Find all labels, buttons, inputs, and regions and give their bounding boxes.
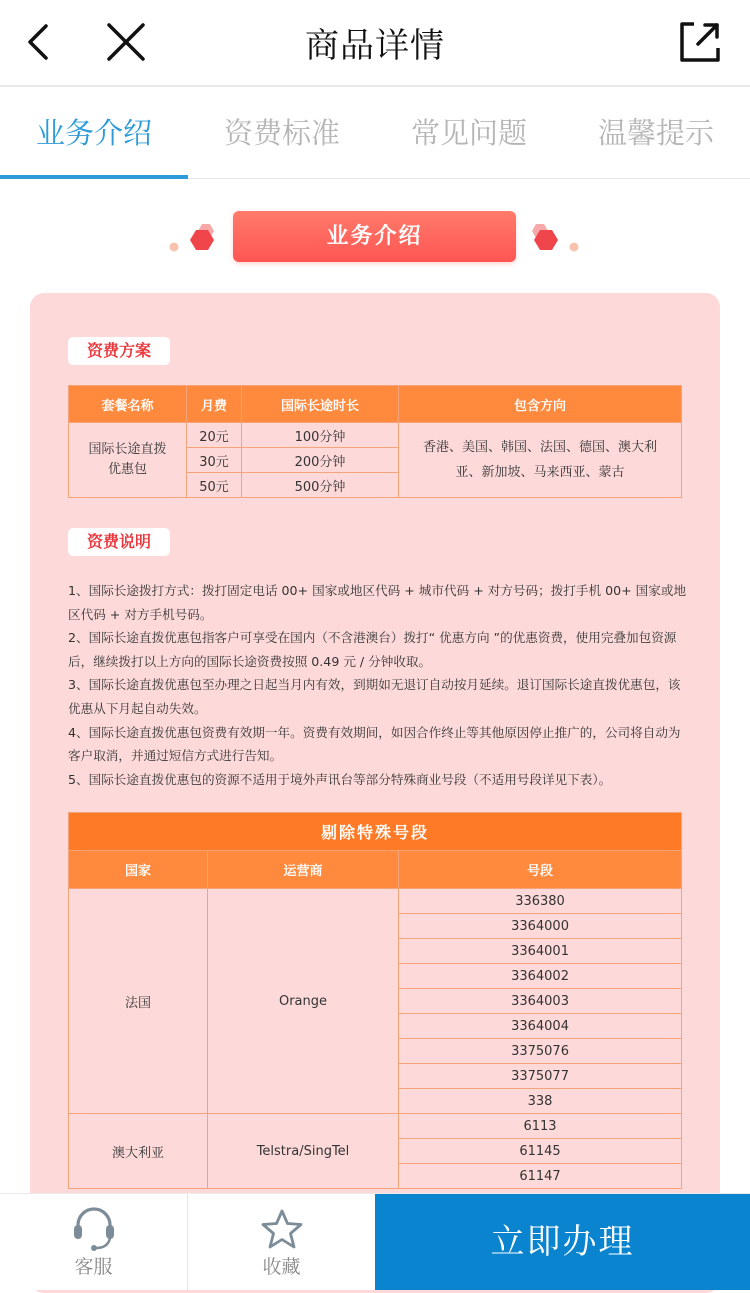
col-header-duration: 国际长途时长 — [242, 386, 399, 423]
carrier-cell: Telstra/SingTel — [208, 1114, 399, 1189]
number-cell: 6113 — [399, 1114, 682, 1139]
customer-service-button[interactable] — [0, 1194, 187, 1290]
carrier-cell: Orange — [208, 889, 399, 1114]
country-cell: 法国 — [69, 889, 208, 1114]
note-item: 5、国际长途直拨优惠包的资源不适用于境外声讯台等部分特殊商业号段（不适用号段详见下表）。 — [68, 771, 612, 787]
col-header-directions: 包含方向 — [399, 386, 682, 423]
apply-now-button[interactable]: 立即办理 — [375, 1194, 750, 1290]
number-cell: 3364004 — [399, 1014, 682, 1039]
table-row — [69, 423, 682, 448]
note-item: 1、国际长途拨打方式：拨打固定电话 00+ 国家或地区代码 + 城市代码 + 对方号码；拨打手机 00+ 国家或地区代码 + 对方手机号码。 — [68, 583, 687, 622]
fee-cell: 20元 — [187, 423, 242, 448]
tab-faq[interactable]: 常见问题 — [410, 116, 527, 150]
page-title: 商品详情 — [305, 26, 445, 66]
table-row — [69, 1114, 682, 1139]
active-tab-indicator — [0, 175, 188, 179]
tab-fee-standard[interactable]: 资费标准 — [223, 116, 340, 150]
number-cell: 3364003 — [399, 989, 682, 1014]
share-external-icon — [678, 20, 722, 64]
hexagon-decoration-right — [528, 222, 584, 256]
number-cell: 3364002 — [399, 964, 682, 989]
col-header-carrier: 运营商 — [208, 851, 399, 889]
number-cell: 3364001 — [399, 939, 682, 964]
hexagon-decoration-left — [166, 222, 222, 256]
number-cell: 336380 — [399, 889, 682, 914]
excluded-numbers-table — [68, 812, 682, 1189]
note-item: 4、国际长途直拨优惠包资费有效期一年。资费有效期间，如因合作终止等其他原因停止推广的，公司将自动为客户取消，并通过短信方式进行告知。 — [68, 724, 681, 764]
tab-tips[interactable]: 温馨提示 — [597, 116, 714, 150]
directions-cell: 香港、美国、韩国、法国、德国、澳大利亚、新加坡、马来西亚、蒙古 — [399, 423, 682, 498]
note-item: 3、国际长途直拨优惠包至办理之日起当月内有效，到期如无退订自动按月延续。退订国际长途直拨优惠包，该优惠从下月起自动失效。 — [68, 677, 681, 716]
share-button[interactable] — [678, 20, 722, 64]
number-cell: 61145 — [399, 1139, 682, 1164]
headset-icon — [72, 1206, 116, 1252]
favorite-button[interactable] — [188, 1194, 375, 1290]
country-cell: 澳大利亚 — [69, 1114, 208, 1189]
col-header-plan-name: 套餐名称 — [69, 386, 187, 423]
section-title-badge: 业务介绍 — [233, 211, 516, 262]
fee-cell: 30元 — [187, 448, 242, 473]
fee-notes — [68, 579, 688, 791]
duration-cell: 500分钟 — [242, 473, 399, 498]
plan-name: 国际长途直拨优惠包 — [69, 423, 187, 498]
duration-cell: 200分钟 — [242, 448, 399, 473]
number-cell: 3364000 — [399, 914, 682, 939]
tab-bar — [0, 88, 750, 179]
top-nav-bar — [0, 0, 750, 87]
col-header-country: 国家 — [69, 851, 208, 889]
number-cell: 61147 — [399, 1164, 682, 1189]
duration-cell: 100分钟 — [242, 423, 399, 448]
table-row — [69, 889, 682, 914]
fee-cell: 50元 — [187, 473, 242, 498]
tab-business-intro[interactable]: 业务介绍 — [35, 116, 152, 150]
col-header-number: 号段 — [399, 851, 682, 889]
number-cell: 338 — [399, 1089, 682, 1114]
excluded-table-title: 剔除特殊号段 — [69, 813, 682, 851]
chip-fee-plan: 资费方案 — [68, 337, 170, 365]
star-icon — [260, 1208, 304, 1250]
number-cell: 3375076 — [399, 1039, 682, 1064]
chip-fee-notes: 资费说明 — [68, 528, 170, 556]
customer-service-label: 客服 — [74, 1256, 113, 1278]
fee-plan-table — [68, 385, 682, 498]
bottom-action-bar — [0, 1193, 750, 1290]
number-cell: 3375077 — [399, 1064, 682, 1089]
col-header-monthly-fee: 月费 — [187, 386, 242, 423]
note-item: 2、国际长途直拨优惠包指客户可享受在国内（不含港澳台）拨打“ 优惠方向 ”的优惠资费，使用完叠加包资源后，继续拨打以上方向的国际长途资费按照 0.49 元 / 分钟收取。 — [68, 630, 677, 669]
favorite-label: 收藏 — [262, 1256, 301, 1278]
